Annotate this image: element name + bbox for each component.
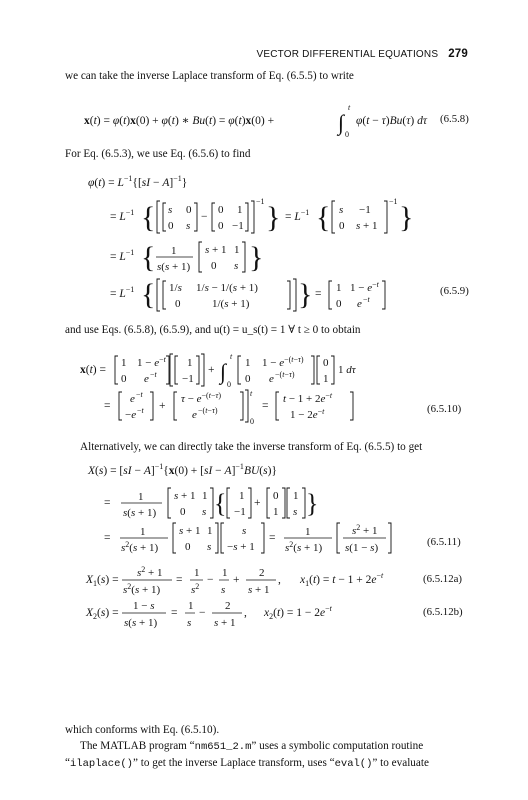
svg-text:s2 + 1: $s^2 + 1$ [137,565,163,579]
svg-text:+: + [254,497,261,509]
svg-text:s(s + 1): s(s + 1) [124,617,158,629]
svg-text:1: 1 [222,567,228,579]
svg-text:x(t) =: x(t) = [80,364,106,376]
svg-text:s + 1: s + 1 [248,584,270,596]
svg-text:+: + [208,364,215,376]
svg-text:1 dτ: 1 dτ [338,364,356,376]
svg-text:+: + [233,574,240,586]
svg-text:s(1 − s): s(1 − s) [345,542,379,554]
svg-text:0: 0 [186,204,192,216]
svg-text:0: 0 [175,298,181,310]
svg-text:1: 1 [293,490,299,502]
svg-text:1: 1 [202,490,208,502]
svg-text:2: 2 [259,567,265,579]
svg-text:t: t [348,103,351,112]
svg-text:X(s) = [sI − A]−1{x(0) + [sI −: X(s) = [sI − A]$^{-1}${x(0) + [sI − A]$^{-1}$BU(s)} [88,462,277,477]
svg-text:X1(s) =: $X_1(s)$ = [86,574,119,588]
svg-text:x2(t) = 1 − 2e−t: $x_2(t) = 1 - 2e^{-t}$ [264,604,332,621]
svg-text:,: , [244,607,247,619]
svg-text:−t: −t [363,295,370,304]
text-line-7-b: ” to get the inverse Laplace transform, uses “ [132,757,335,769]
svg-text:}: } [399,201,414,234]
svg-text:s2(s + 1): $s^2(s + 1)$ [285,540,323,554]
svg-text:1: 1 [138,491,144,503]
svg-text:}: } [249,241,264,274]
svg-text:−: − [199,607,206,619]
svg-text:s + 1: s + 1 [179,525,201,537]
svg-text:}: } [266,201,281,234]
svg-text:{: { [141,241,156,274]
svg-text:0: 0 [180,506,186,518]
svg-text:s + 1: s + 1 [174,490,196,502]
svg-text:s: s [207,541,212,553]
code-eval: eval() [334,758,373,770]
equation-number-6-5-12a: (6.5.12a) [423,573,462,585]
svg-text:1: 1 [194,567,200,579]
svg-text:1/s: 1/s [169,282,182,294]
svg-text:−: − [201,211,208,223]
svg-text:s + 1: s + 1 [214,617,236,629]
svg-text:0: 0 [245,373,251,385]
equation-number-6-5-12b: (6.5.12b) [423,606,463,618]
text-line-2: For Eq. (6.5.3), we use Eq. (6.5.6) to find [65,148,251,160]
svg-text:=: = [171,607,178,619]
svg-text:−t: −t [150,370,157,379]
svg-text:1: 1 [121,357,127,369]
svg-text:= L−1: = $L^{-1}$ [110,285,135,300]
svg-text:1: 1 [336,282,342,294]
svg-text:=: = [262,400,269,412]
svg-text:φ(t − τ)Bu(τ) dτ: φ(t − τ)Bu(τ) dτ [356,115,427,127]
svg-text:0: 0 [336,298,342,310]
svg-text:1 − s: 1 − s [133,600,155,612]
svg-text:s2(s + 1): $s^2(s + 1)$ [121,540,159,554]
svg-text:−t: −t [137,406,144,415]
running-title: VECTOR DIFFERENTIAL EQUATIONS [256,49,439,60]
svg-text:=: = [315,288,322,300]
svg-text:−e: −e [125,409,137,421]
svg-text:0: 0 [218,204,224,216]
text-line-1: we can take the inverse Laplace transform of Eq. (6.5.5) to write [65,70,354,82]
svg-text:∫: ∫ [338,110,345,135]
equation-number-6-5-8: (6.5.8) [440,113,469,125]
svg-text:s(s + 1): s(s + 1) [157,261,191,273]
svg-text:,: , [278,574,281,586]
svg-text:1: 1 [273,506,279,518]
svg-text:0: 0 [323,357,329,369]
svg-text:= L−1: = $L^{-1}$ [110,248,135,263]
text-line-7-c: ” to evaluate [372,757,429,769]
svg-text:−: − [207,574,214,586]
text-line-7-a: “ [65,757,70,769]
svg-text:s: s [221,584,226,596]
svg-text:−1: −1 [389,197,398,206]
svg-text:e: e [130,393,135,405]
svg-text:1: 1 [207,525,213,537]
svg-text:s2 + 1: $s^2 + 1$ [352,523,378,537]
svg-text:1 − 2e−t: $1 - 2e^{-t}$ [290,407,325,421]
code-nm651-2: nm651_2.m [194,741,252,753]
svg-text:1: 1 [245,357,251,369]
svg-text:1: 1 [188,600,194,612]
svg-text:0: 0 [227,380,231,389]
svg-text:−(t−τ): −(t−τ) [198,406,218,415]
svg-text:=: = [104,532,111,544]
svg-text:−1: −1 [359,204,371,216]
svg-text:−1: −1 [182,373,194,385]
svg-text:=: = [104,497,111,509]
svg-text:X2(s) =: $X_2(s)$ = [86,607,119,621]
code-ilaplace: ilaplace() [69,758,133,770]
svg-text:{: { [316,201,331,234]
svg-text:2: 2 [225,600,231,612]
equation-number-6-5-9: (6.5.9) [440,285,469,297]
svg-text:}: } [306,489,319,518]
svg-text:s: s [234,260,239,272]
svg-text:s: s [242,525,247,537]
text-line-5: which conforms with Eq. (6.5.10). [65,724,220,736]
text-line-6-b: ” uses a symbolic computation routine [251,740,424,752]
svg-text:1 − e−t: $1 - e^{-t}$ [350,280,379,294]
svg-text:{: { [141,201,156,234]
svg-text:0: 0 [121,373,127,385]
svg-text:e: e [192,409,197,421]
svg-text:s2: $s^2$ [191,582,200,596]
svg-text:t − 1 + 2e−t: $t - 1 + 2e^{-t}$ [283,391,333,405]
svg-text:s: s [186,220,191,232]
svg-text:1: 1 [187,357,193,369]
svg-text:1 − e−(t−τ): $1 - e^{-(t-\tau)}$ [262,355,304,369]
svg-text:0: 0 [211,260,217,272]
svg-text:{: { [141,278,156,311]
svg-text:1: 1 [305,526,311,538]
equation-number-6-5-11: (6.5.11) [427,536,461,548]
svg-text:0: 0 [185,541,191,553]
svg-text:∫: ∫ [220,359,227,384]
svg-text:−s + 1: −s + 1 [227,541,255,553]
svg-text:1: 1 [323,373,329,385]
svg-text:x(t) = φ(t)x(0) + φ(t) ∗ Bu(t): x(t) = φ(t)x(0) + φ(t) ∗ Bu(t) = φ(t)x(0) + [84,115,275,127]
svg-text:s: s [339,204,344,216]
svg-text:e: e [357,298,362,310]
svg-text:1: 1 [171,245,177,257]
svg-text:−1: −1 [234,506,246,518]
svg-text:τ − e−(t−τ): $\tau - e^{-(t-\tau)}$ [181,391,222,405]
svg-text:1: 1 [140,526,146,538]
svg-text:{: { [214,489,227,518]
svg-text:x1(t) = t − 1 + 2e−t: $x_1(t) = t - 1 + 2e^{-t}$ [300,571,384,588]
svg-text:s + 1: s + 1 [356,220,378,232]
svg-text:0: 0 [339,220,345,232]
svg-text:0: 0 [250,417,254,426]
svg-text:−t: −t [136,390,143,399]
svg-text:0: 0 [168,220,174,232]
svg-text:φ(t) = L−1{[sI − A]−1}: $\varphi(t) = L^{-1}\{[sI - A]^{-1}\}$ [88,174,188,189]
svg-text:−1: −1 [256,197,265,206]
svg-text:= L−1: = $L^{-1}$ [285,208,310,223]
svg-text:1: 1 [239,490,245,502]
svg-text:=: = [269,532,276,544]
svg-text:s2(s + 1): $s^2(s + 1)$ [123,582,161,596]
svg-text:= L−1: = $L^{-1}$ [110,208,135,223]
svg-text:s(s + 1): s(s + 1) [123,507,157,519]
svg-text:e: e [144,373,149,385]
svg-text:s: s [293,506,298,518]
svg-text:1/(s + 1): 1/(s + 1) [212,298,250,310]
svg-text:0: 0 [218,220,224,232]
svg-text:0: 0 [345,130,349,139]
svg-text:s + 1: s + 1 [205,244,227,256]
svg-text:1: 1 [234,244,240,256]
svg-text:e: e [269,373,274,385]
svg-text:=: = [176,574,183,586]
svg-text:0: 0 [273,490,279,502]
svg-text:s: s [187,617,192,629]
svg-text:−(t−τ): −(t−τ) [275,370,295,379]
svg-text:s: s [202,506,207,518]
page-number: 279 [448,48,468,60]
svg-text:−1: −1 [232,220,244,232]
equation-number-6-5-10: (6.5.10) [427,403,462,415]
svg-text:+: + [159,400,166,412]
text-line-3: and use Eqs. (6.5.8), (6.5.9), and u(t) = u_s(t) = 1 ∀ t ≥ 0 to obtain [65,324,361,336]
svg-text:t: t [230,352,233,361]
svg-text:1/s − 1/(s + 1): 1/s − 1/(s + 1) [196,282,258,294]
text-line-6-a: The MATLAB program “ [80,740,195,752]
svg-text:1 − e−t: $1 - e^{-t}$ [137,355,166,369]
text-line-4: Alternatively, we can directly take the inverse transform of Eq. (6.5.5) to get [80,441,423,453]
svg-text:=: = [104,400,111,412]
svg-text:s: s [168,204,173,216]
svg-text:t: t [250,389,253,398]
svg-text:}: } [298,278,313,311]
svg-text:1: 1 [237,204,243,216]
